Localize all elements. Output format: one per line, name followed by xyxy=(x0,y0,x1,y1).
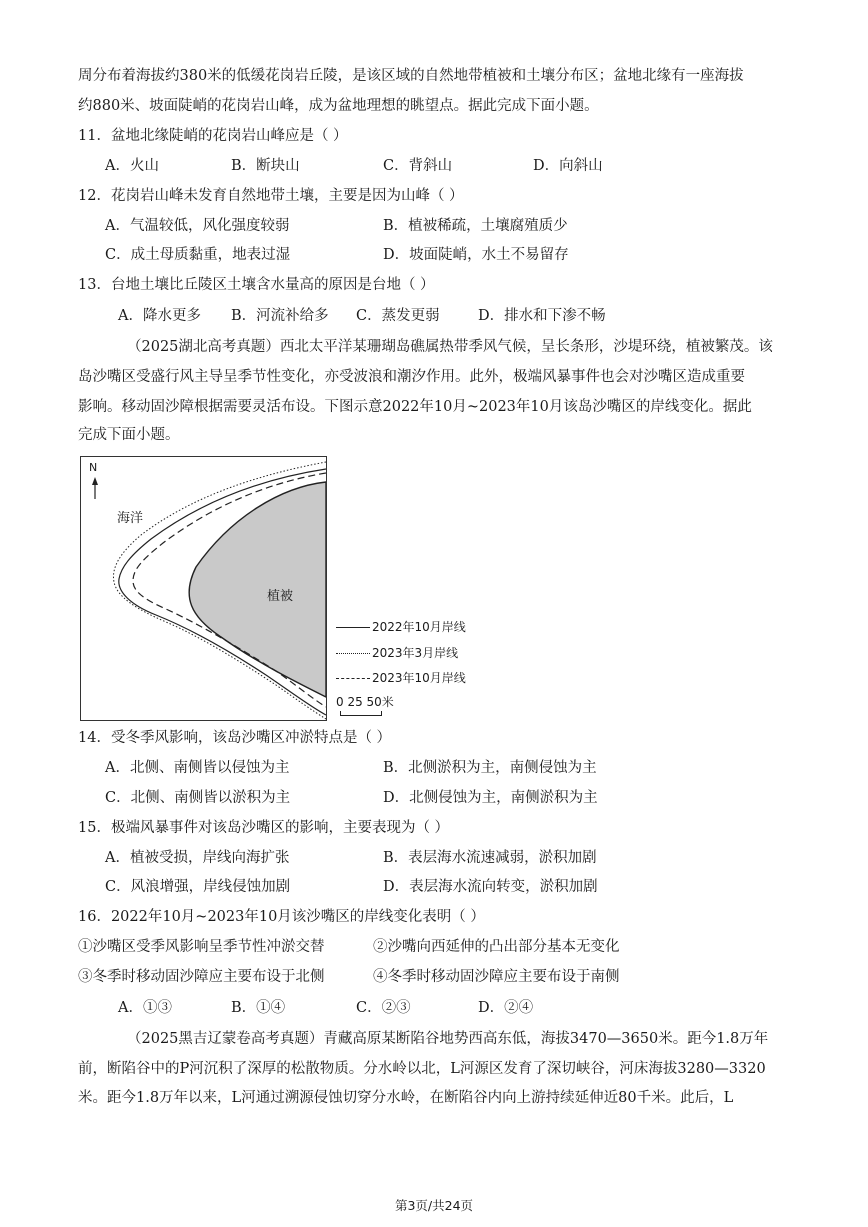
legend-2023-10 xyxy=(336,670,466,686)
vegetation-label: 植被 xyxy=(267,589,294,604)
legend-2022-10 xyxy=(336,619,466,635)
intro-line-1: 周分布着海拔约380米的低缓花岗岩丘陵，是该区域的自然地带植被和土壤分布区；盆地北缘有一座海拔 xyxy=(78,68,744,84)
intro-line-2: 约880米、坡面陡峭的花岗岩山峰，成为盆地理想的眺望点。据此完成下面小题。 xyxy=(78,98,599,114)
legend-dotted-swatch xyxy=(336,653,370,654)
q16-statement-2: ②沙嘴向西延伸的凸出部分基本无变化 xyxy=(373,939,620,955)
q16-statement-4: ④冬季时移动固沙障应主要布设于南侧 xyxy=(373,969,620,985)
q12-option-d: D．坡面陡峭，水土不易留存 xyxy=(383,247,569,263)
q14-option-d: D．北侧侵蚀为主，南侧淤积为主 xyxy=(383,790,598,806)
legend-2023-03 xyxy=(336,645,458,661)
passage3-line-1: （2025黑吉辽蒙卷高考真题）青藏高原某断陷谷地势西高东低，海拔3470—3650米。距今1.8万年 xyxy=(127,1031,769,1047)
north-label: N xyxy=(89,461,98,474)
ocean-label: 海洋 xyxy=(117,511,144,526)
legend-solid-swatch xyxy=(336,627,370,628)
page-number: 第3页/共24页 xyxy=(394,1198,474,1213)
q15-option-b: B．表层海水流速减弱，淤积加剧 xyxy=(383,850,597,866)
sand-spit-map xyxy=(80,456,327,721)
q13-option-c: C．蒸发更弱 xyxy=(356,308,440,324)
q16-stem: 16．2022年10月~2023年10月该沙嘴区的岸线变化表明（ ） xyxy=(78,909,485,925)
q14-option-c: C．北侧、南侧皆以淤积为主 xyxy=(105,790,291,806)
vegetation-area xyxy=(189,482,326,697)
passage2-line-4: 完成下面小题。 xyxy=(78,427,180,443)
q11-option-c: C．背斜山 xyxy=(383,158,453,174)
q15-option-a: A．植被受损，岸线向海扩张 xyxy=(105,850,290,866)
q12-stem: 12．花岗岩山峰未发育自然地带土壤，主要是因为山峰（ ） xyxy=(78,188,464,204)
legend-label-2023-03: 2023年3月岸线 xyxy=(372,646,459,660)
q16-option-c: C．②③ xyxy=(356,1000,411,1016)
q13-option-a: A．降水更多 xyxy=(118,308,201,324)
north-arrow-head xyxy=(92,477,98,485)
q16-option-b: B．①④ xyxy=(231,1000,286,1016)
q14-stem: 14．受冬季风影响，该岛沙嘴区冲淤特点是（ ） xyxy=(78,730,392,746)
q12-option-c: C．成土母质黏重，地表过湿 xyxy=(105,247,291,263)
passage3-line-2: 前，断陷谷中的P河沉积了深厚的松散物质。分水岭以北，L河源区发育了深切峡谷，河床海拔3280—3320 xyxy=(78,1061,766,1077)
q12-option-b: B．植被稀疏，土壤腐殖质少 xyxy=(383,218,568,234)
scale-bar-line xyxy=(340,711,382,716)
q13-option-d: D．排水和下渗不畅 xyxy=(478,308,606,324)
q13-option-b: B．河流补给多 xyxy=(231,308,329,324)
q15-stem: 15．极端风暴事件对该岛沙嘴区的影响，主要表现为（ ） xyxy=(78,820,450,836)
q16-statement-1: ①沙嘴区受季风影响呈季节性冲淤交替 xyxy=(78,939,325,955)
passage2-line-2: 岛沙嘴区受盛行风主导呈季节性变化，亦受波浪和潮汐作用。此外，极端风暴事件也会对沙嘴区造成重要 xyxy=(78,369,745,385)
passage2-line-3: 影响。移动固沙障根据需要灵活布设。下图示意2022年10月~2023年10月该岛沙嘴区的岸线变化。据此 xyxy=(78,399,752,415)
legend-label-2023-10: 2023年10月岸线 xyxy=(372,671,466,685)
q13-stem: 13．台地土壤比丘陵区土壤含水量高的原因是台地（ ） xyxy=(78,277,435,293)
passage3-line-3: 米。距今1.8万年以来，L河通过溯源侵蚀切穿分水岭，在断陷谷内向上游持续延伸近80千米。此后，L xyxy=(78,1090,734,1106)
scale-label: 0 25 50米 xyxy=(336,695,394,709)
q14-option-a: A．北侧、南侧皆以侵蚀为主 xyxy=(105,760,290,776)
passage2-line-1: （2025湖北高考真题）西北太平洋某珊瑚岛礁属热带季风气候，呈长条形，沙堤环绕，植被繁茂。该 xyxy=(127,339,773,355)
q11-option-d: D．向斜山 xyxy=(533,158,603,174)
scale-bar xyxy=(336,694,394,710)
legend-dashed-swatch xyxy=(336,678,370,679)
q12-option-a: A．气温较低，风化强度较弱 xyxy=(105,218,290,234)
legend-label-2022-10: 2022年10月岸线 xyxy=(372,620,466,634)
q11-stem: 11．盆地北缘陡峭的花岗岩山峰应是（ ） xyxy=(78,128,348,144)
q15-option-c: C．风浪增强，岸线侵蚀加剧 xyxy=(105,879,291,895)
q16-statement-3: ③冬季时移动固沙障应主要布设于北侧 xyxy=(78,969,325,985)
q11-option-a: A．火山 xyxy=(105,158,159,174)
q15-option-d: D．表层海水流向转变，淤积加剧 xyxy=(383,879,598,895)
q16-option-a: A．①③ xyxy=(118,1000,172,1016)
q11-option-b: B．断块山 xyxy=(231,158,300,174)
q16-option-d: D．②④ xyxy=(478,1000,534,1016)
q14-option-b: B．北侧淤积为主，南侧侵蚀为主 xyxy=(383,760,597,776)
